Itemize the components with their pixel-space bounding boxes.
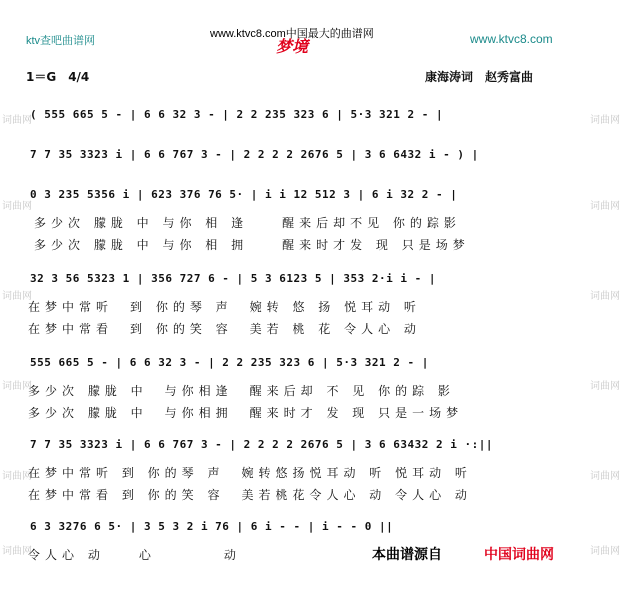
side-watermark: 词曲网	[590, 291, 620, 302]
lyric-line: 多少次 朦胧 中 与你相逢 醒来后却 不 见 你的踪 影	[28, 384, 455, 398]
source-note: 本曲谱源自	[372, 547, 442, 563]
side-watermark: 词曲网	[590, 471, 620, 482]
side-watermark: 词曲网	[2, 546, 32, 557]
side-watermark: 词曲网	[2, 201, 32, 212]
lyric-line: 多少次 朦胧 中 与你 相 拥 醒来时才发 现 只是场梦	[34, 238, 470, 252]
notation-row: 7 7 35 3323 i | 6 6 767 3 - | 2 2 2 2 2676 5 | 3 6 6432 i - ) |	[30, 148, 479, 161]
notation-row: 6 3 3276 6 5· | 3 5 3 2 i 76 | 6 i - - | i - - 0 ||	[30, 520, 394, 533]
lyric-line: 令人心 动 心 动	[28, 548, 241, 562]
song-credits: 康海涛词 赵秀富曲	[425, 70, 534, 84]
header-left-site: ktv查吧曲谱网	[26, 35, 96, 47]
notation-row: 7 7 35 3323 i | 6 6 767 3 - | 2 2 2 2 2676 5 | 3 6 63432 2 i ·:||	[30, 438, 493, 451]
lyric-line: 在梦中常听 到 你的琴 声 婉转 悠 扬 悦耳动 听	[28, 300, 421, 314]
notation-row: 555 665 5 - | 6 6 32 3 - | 2 2 235 323 6 | 5·3 321 2 - |	[30, 356, 429, 369]
key-time-signature: 1＝G 4/4	[26, 70, 90, 84]
lyric-line: 多少次 朦胧 中 与你相拥 醒来时才 发 现 只是一场梦	[28, 406, 464, 420]
header-right-url: www.ktvc8.com	[470, 32, 553, 46]
side-watermark: 词曲网	[2, 381, 32, 392]
header-center-site: www.ktvc8.com中国最大的曲谱网	[210, 28, 374, 40]
side-watermark: 词曲网	[590, 115, 620, 126]
notation-row: ( 555 665 5 - | 6 6 32 3 - | 2 2 235 323 6 | 5·3 321 2 - |	[30, 108, 444, 121]
lyric-line: 在梦中常看 到 你的笑 容 美若 桃 花 令人心 动	[28, 322, 421, 336]
side-watermark: 词曲网	[590, 546, 620, 557]
side-watermark: 词曲网	[2, 115, 32, 126]
side-watermark: 词曲网	[2, 291, 32, 302]
lyric-line: 在梦中常听 到 你的琴 声 婉转悠扬悦耳动 听 悦耳动 听	[28, 466, 472, 480]
notation-row: 0 3 235 5356 i | 623 376 76 5· | i i 12 512 3 | 6 i 32 2 - |	[30, 188, 458, 201]
side-watermark: 词曲网	[2, 471, 32, 482]
song-title: 梦境	[276, 37, 309, 56]
source-site: 中国词曲网	[484, 547, 554, 563]
side-watermark: 词曲网	[590, 201, 620, 212]
side-watermark: 词曲网	[590, 381, 620, 392]
lyric-line: 在梦中常看 到 你的笑 容 美若桃花令人心 动 令人心 动	[28, 488, 472, 502]
notation-row: 32 3 56 5323 1 | 356 727 6 - | 5 3 6123 5 | 353 2·i i - |	[30, 272, 436, 285]
lyric-line: 多少次 朦胧 中 与你 相 逢 醒来后却不见 你的踪影	[34, 216, 461, 230]
